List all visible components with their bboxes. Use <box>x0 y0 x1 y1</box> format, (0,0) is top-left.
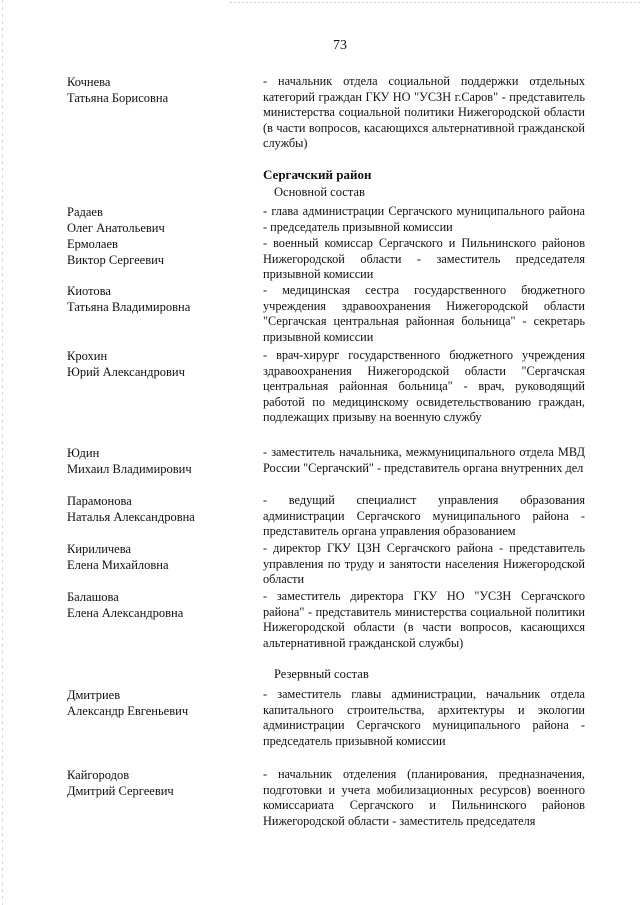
member-role: - заместитель начальника, межмуниципального отдела МВД России "Сергачский" - представитель органа внутренних дел <box>263 445 585 475</box>
page-number: 73 <box>333 38 347 53</box>
surname: Юдин <box>67 446 100 460</box>
surname: Кайгородов <box>67 768 130 782</box>
member-role: - начальник отделения (планирования, предназначения, подготовки и учета мобилизационных ресурсов) военного комиссариата Сергачского и Пильнинского районов Нижегородской области - заместитель председателя <box>263 767 585 828</box>
member-name <box>67 348 257 380</box>
surname: Ермолаев <box>67 237 118 251</box>
reserve-composition-label: Резервный состав <box>274 667 369 681</box>
member-role: - врач-хирург государственного бюджетного учреждения здравоохранения Нижегородской области "Сергачская центральная районная больница" - врач, руководящий работой по медицинскому освидетельствованию граждан, подлежащих призыву на военную службу <box>263 348 585 425</box>
member-name <box>67 589 257 621</box>
member-name <box>67 204 257 236</box>
member-role: - заместитель директора ГКУ НО "УСЗН Сергачского района" - представитель министерства социальной политики Нижегородской области (в части вопросов, касающихся альтернативной гражданской службы) <box>263 589 585 650</box>
surname: Киотова <box>67 284 111 298</box>
surname: Крохин <box>67 349 108 363</box>
surname: Кочнева <box>67 75 111 89</box>
member-name <box>67 541 257 573</box>
member-role: - заместитель главы администрации, начальник отдела капитального строительства, архитектуры и экологии администрации Сергачского муниципального района - председатель призывной комиссии <box>263 687 585 748</box>
member-name <box>67 283 257 315</box>
member-name <box>67 493 257 525</box>
member-name <box>67 74 257 106</box>
member-name <box>67 445 257 477</box>
main-composition-label: Основной состав <box>274 185 365 199</box>
member-name <box>67 767 257 799</box>
given-names: Елена Михайловна <box>67 558 169 572</box>
member-name <box>67 236 257 268</box>
given-names: Дмитрий Сергеевич <box>67 784 174 798</box>
member-name <box>67 687 257 719</box>
given-names: Михаил Владимирович <box>67 462 192 476</box>
given-names: Юрий Александрович <box>67 365 185 379</box>
member-role: - глава администрации Сергачского муниципального района - председатель призывной комиссии <box>263 204 585 234</box>
given-names: Александр Евгеньевич <box>67 704 189 718</box>
given-names: Татьяна Борисовна <box>67 91 169 105</box>
given-names: Виктор Сергеевич <box>67 253 165 267</box>
district-heading: Сергачский район <box>263 167 372 182</box>
surname: Балашова <box>67 590 119 604</box>
member-role: - военный комиссар Сергачского и Пильнинского районов Нижегородской области - заместитель председателя призывной комиссии <box>263 236 585 282</box>
surname: Дмитриев <box>67 688 121 702</box>
scan-top-artifact <box>230 2 640 3</box>
given-names: Татьяна Владимировна <box>67 300 191 314</box>
surname: Парамонова <box>67 494 132 508</box>
given-names: Наталья Александровна <box>67 510 195 524</box>
member-role: - медицинская сестра государственного бюджетного учреждения здравоохранения Нижегородской области "Сергачская центральная районная больница" - секретарь призывной комиссии <box>263 283 585 344</box>
scan-edge-artifact <box>2 0 3 905</box>
given-names: Олег Анатольевич <box>67 221 165 235</box>
member-role: - директор ГКУ ЦЗН Сергачского района - представитель управления по труду и занятости населения Нижегородской области <box>263 541 585 587</box>
member-role: - ведущий специалист управления образования администрации Сергачского муниципального района - представитель органа управления образованием <box>263 493 585 539</box>
surname: Радаев <box>67 205 103 219</box>
given-names: Елена Александровна <box>67 606 184 620</box>
surname: Кириличева <box>67 542 132 556</box>
member-role: - начальник отдела социальной поддержки отдельных категорий граждан ГКУ НО "УСЗН г.Саров" - представитель министерства социальной политики Нижегородской области (в части вопросов, касающихся альтернативной гражданской службы) <box>263 74 585 151</box>
